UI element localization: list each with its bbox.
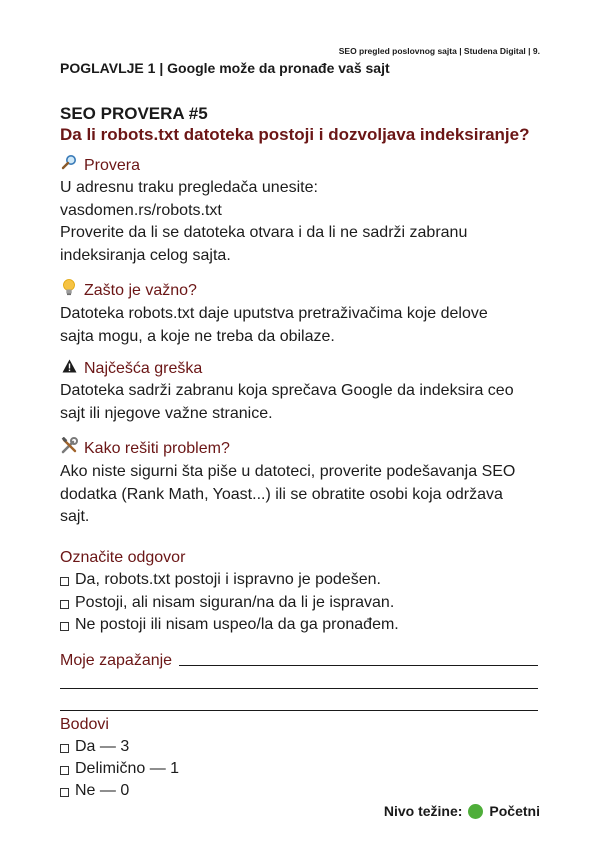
answers-title: Označite odgovor [60,549,186,566]
check-number: SEO PROVERA #5 [60,104,208,123]
section-mistake-title-row [60,358,540,380]
difficulty-value: Početni [489,803,540,819]
points-option-label: Da — 3 [75,738,130,755]
section-check-line: U adresnu traku pregledača unesite: [60,179,318,196]
points-title: Bodovi [60,716,109,733]
points-option-label: Ne — 0 [75,782,130,799]
answer-option[interactable] [60,592,394,614]
answer-option-label: Ne postoji ili nisam uspeo/la da ga pronađem. [75,616,399,633]
notes-line[interactable] [60,710,538,711]
section-mistake-title: Najčešća greška [84,360,203,377]
section-check-line: indeksiranja celog sajta. [60,246,231,264]
running-header: SEO pregled poslovnog sajta | Studena Digital | 9. [338,46,540,56]
section-check-title-row [60,154,540,177]
section-fix-title: Kako rešiti problem? [84,440,230,457]
section-check-line: vasdomen.rs/robots.txt [60,201,222,219]
points-option[interactable] [60,736,129,758]
points-option[interactable] [60,758,179,780]
section-why-body [60,303,540,348]
notes-label: Moje zapažanje [60,652,173,669]
section-fix-line: dodatka (Rank Math, Yoast...) ili se obratite osobi koja održava [60,485,503,503]
section-check [60,154,540,267]
answer-option-label: Da, robots.txt postoji i ispravno je podešen. [75,571,381,588]
chapter-title: POGLAVLJE 1 | Google može da pronađe vaš sajt [60,60,390,76]
checkbox[interactable] [60,622,69,631]
answer-option[interactable] [60,569,381,591]
tools-icon [60,437,78,461]
check-question: Da li robots.txt datoteka postoji i dozvoljava indeksiranje? [60,125,530,144]
checkbox[interactable] [60,744,69,753]
checkbox[interactable] [60,766,69,775]
checkbox[interactable] [60,600,69,609]
section-fix-body [60,461,540,529]
checkbox[interactable] [60,788,69,797]
magnifier-icon [60,154,78,177]
section-check-title: Provera [84,156,141,174]
difficulty-level [384,803,540,819]
lightbulb-icon [60,279,78,303]
section-mistake-line: Datoteka sadrži zabranu koja sprečava Google da indeksira ceo [60,382,514,399]
section-check-line: Proverite da li se datoteka otvara i da li ne sadrži zabranu [60,224,468,241]
notes-line[interactable] [60,688,538,689]
section-why-title: Zašto je važno? [84,282,197,299]
points-option-label: Delimično — 1 [75,760,180,777]
section-fix-line: sajt. [60,508,90,525]
section-why-line: sajta mogu, a koje ne treba da obilaze. [60,327,335,345]
section-mistake [60,358,540,425]
section-fix [60,437,540,529]
section-check-body [60,177,540,267]
notes-line[interactable] [179,665,538,666]
warning-icon [60,358,78,380]
section-fix-line: Ako niste sigurni šta piše u datoteci, proverite podešavanja SEO [60,463,516,480]
difficulty-label: Nivo težine: [383,803,463,819]
answer-option-label: Postoji, ali nisam siguran/na da li je ispravan. [75,594,395,611]
section-fix-title-row [60,437,540,461]
section-mistake-body [60,380,540,425]
section-mistake-line: sajt ili njegove važne stranice. [60,404,273,422]
section-why [60,279,540,348]
green-circle-icon [468,804,483,819]
section-why-line: Datoteka robots.txt daje uputstva pretraživačima koje delove [60,305,488,322]
answer-option[interactable] [60,614,399,636]
section-why-title-row [60,279,540,303]
points-option[interactable] [60,780,129,802]
checkbox[interactable] [60,577,69,586]
